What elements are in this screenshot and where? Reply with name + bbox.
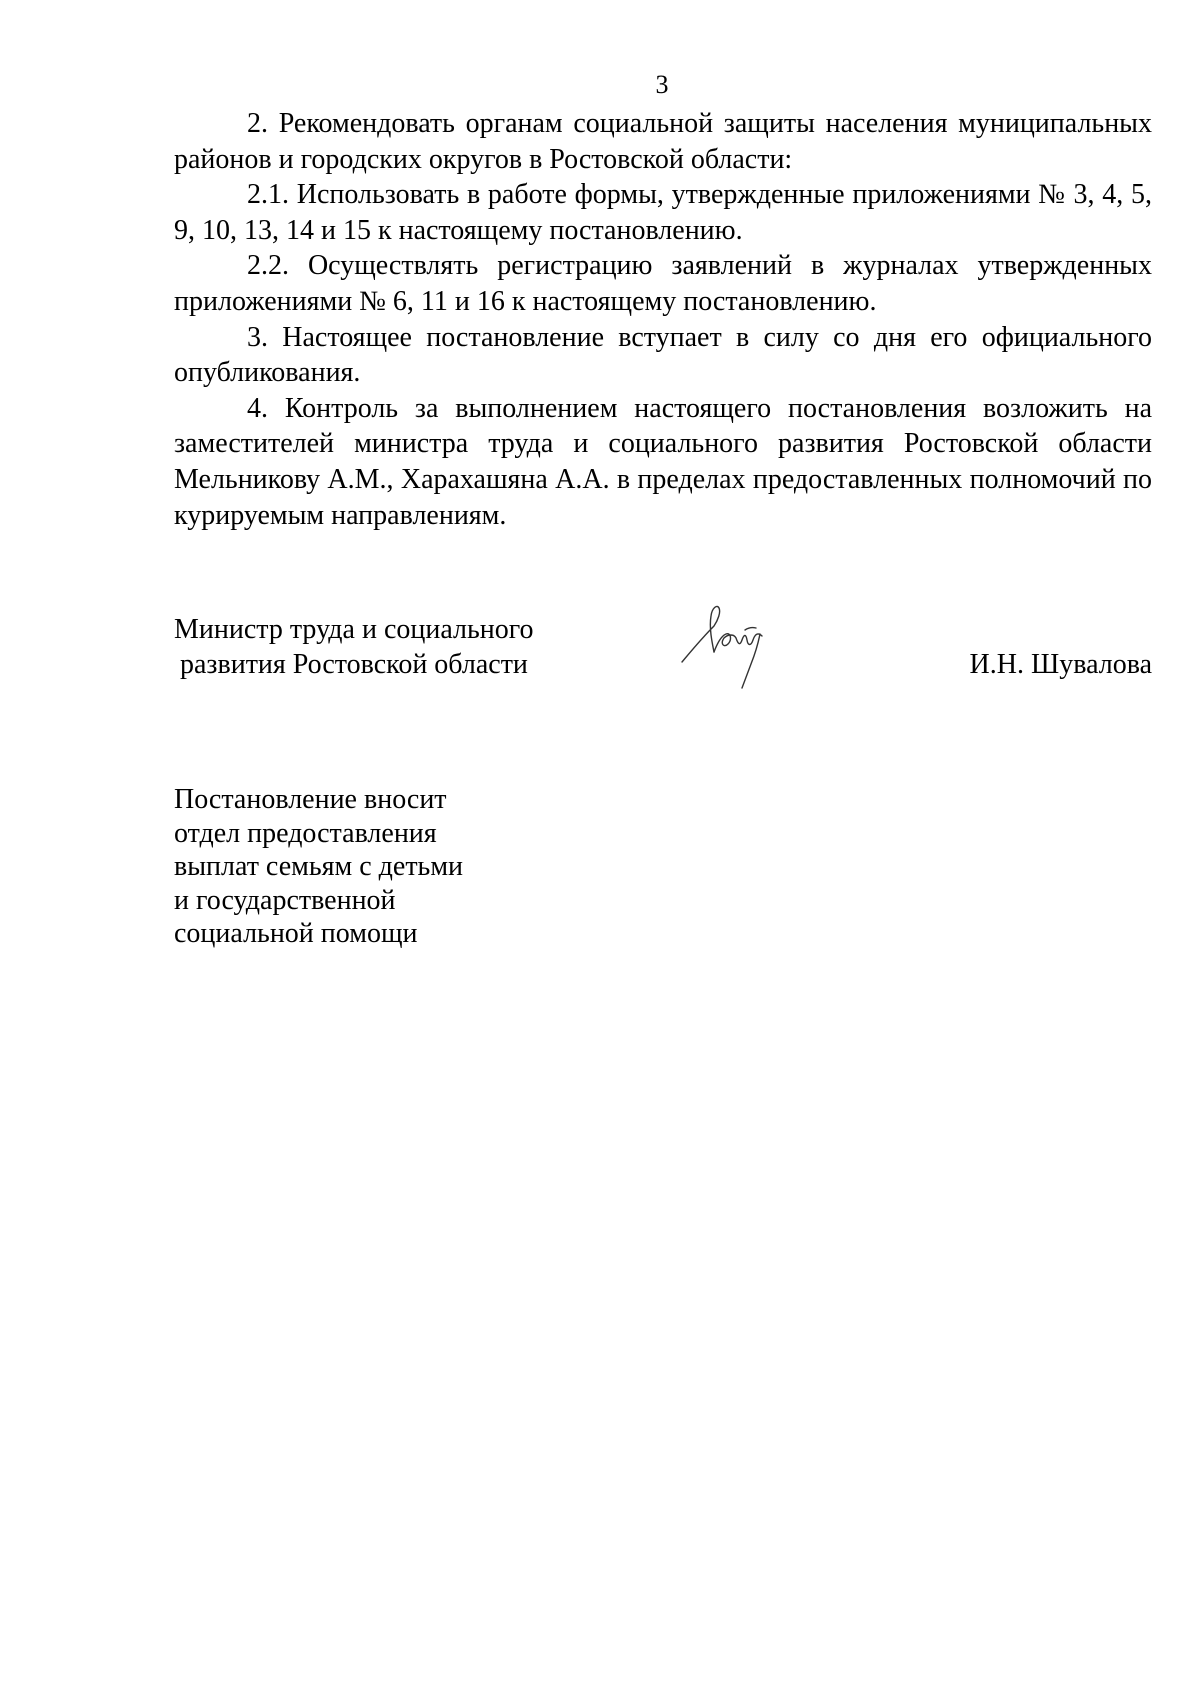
submitter-line: социальной помощи bbox=[174, 918, 418, 950]
signer-position bbox=[174, 612, 534, 682]
submitter-line: отдел предоставления bbox=[174, 817, 437, 849]
signer-position-line-1: Министр труда и социального bbox=[174, 614, 534, 645]
signature-block bbox=[174, 612, 1152, 722]
submitter-line: Постановление вносит bbox=[174, 784, 447, 815]
submitter-line: выплат семьям с детьми bbox=[174, 851, 464, 883]
paragraph-3: 3. Настоящее постановление вступает в силу со дня его официального опубликования. bbox=[174, 321, 1152, 389]
page-number: 3 bbox=[655, 70, 669, 99]
signer-name: И.Н. Шувалова bbox=[969, 649, 1152, 680]
paragraph-4: 4. Контроль за выполнением настоящего постановления возложить на заместителей министра труда и социального развития Ростовской области Мельникову А.М., Харахашяна А.А. в пределах предоставленных полномочий по курируемым направлениям. bbox=[174, 392, 1152, 531]
paragraph-2-1: 2.1. Использовать в работе формы, утвержденные приложениями № 3, 4, 5, 9, 10, 13, 14 и 15 к настоящему постановлению. bbox=[174, 179, 1152, 246]
paragraph-2-2: 2.2. Осуществлять регистрацию заявлений в журналах утвержденных приложениями № 6, 11 и 16 к настоящему постановлению. bbox=[174, 250, 1152, 317]
handwritten-signature bbox=[674, 600, 804, 715]
paragraph-2: 2. Рекомендовать органам социальной защиты населения муниципальных районов и городских округов в Ростовской области: bbox=[174, 108, 1152, 175]
document-body bbox=[174, 106, 1152, 533]
signer-position-line-2: развития Ростовской области bbox=[180, 649, 528, 680]
submitter-line: и государственной bbox=[174, 884, 396, 916]
submitter-note bbox=[174, 783, 463, 951]
